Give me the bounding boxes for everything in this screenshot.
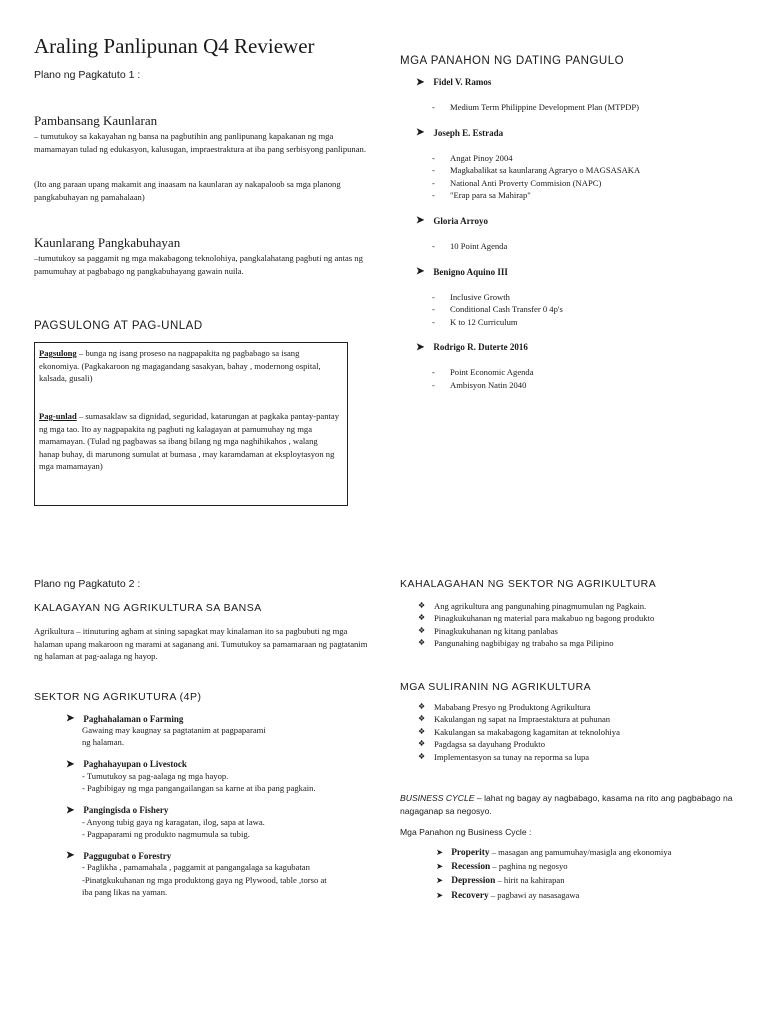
presidents-list [416,75,746,392]
list-item: - Angat Pinoy 2004 [432,152,746,165]
list-item: ➤ Recovery – pagbawi ay nasasagawa [436,889,580,901]
list-item: ❖ Implementasyon sa tunay na reporma sa lupa [418,751,738,763]
list-item: ❖ Pinagkukuhanan ng material para makabuo ng bagong produkto [418,612,738,624]
arrow-icon: ➤ [66,850,75,862]
plano-1-label: Plano ng Pagkatuto 1 : [34,69,141,81]
pagunlad-definition: Pag-unlad – sumasaklaw sa dignidad, seguridad, katarungan at pagkaka pantay-pantay ng mga tao. Ito ay nagpapakita ng pagbuti ng kalagayan at pamumuhay ng mga mamamayan. (Tulad ng pagbawas sa ibang bilang ng mga naghihikahos , walang hanap buhay, di marunong sumulat at bumasa , may karamdaman at eksploytasyon ng mga mamamayan) [39,411,339,471]
kalagayan-heading: KALAGAYAN NG AGRIKULTURA SA BANSA [34,602,262,614]
list-item: - K to 12 Curriculum [432,316,746,329]
sektor-fishery: ➤ Pangingisda o Fishery - Anyong tubig gaya ng karagatan, ilog, sapa at lawa. - Pagpaparami ng produkto nagmumula sa tubig. [66,804,265,840]
kahalagahan-list [418,600,738,650]
arrow-icon: ➤ [416,215,425,227]
list-item: - Conditional Cash Transfer 0 4p's [432,303,746,316]
list-item: - "Erap para sa Mahirap" [432,189,746,202]
list-item: ➤ Depression – hirit na kahirapan [436,875,565,887]
arrow-icon: ➤ [416,341,425,353]
kahalagahan-heading: KAHALAGAHAN NG SEKTOR NG AGRIKULTURA [400,578,657,590]
sektor-farming: ➤ Paghahalaman o Farming Gawaing may kaugnay sa pagtatanim at pagpaparami ng halaman. [66,713,266,748]
list-item: - 10 Point Agenda [432,240,746,253]
kaunlarang-pangkabuhayan-heading: Kaunlarang Pangkabuhayan [34,235,181,250]
page-title: Araling Panlipunan Q4 Reviewer [34,34,315,58]
list-item: - Medium Term Philippine Development Plan (MTPDP) [432,101,746,114]
list-item: ❖ Pagdagsa sa dayuhang Produkto [418,738,738,750]
business-cycle-panahon: Mga Panahon ng Business Cycle : [400,827,532,837]
list-item: - Point Economic Agenda [432,366,746,379]
arrow-icon: ➤ [66,804,75,816]
president-aquino: ➤ Benigno Aquino III - Inclusive Growth - Conditional Cash Transfer 0 4p's - K to 12 Curriculum [416,265,746,329]
president-estrada: ➤ Joseph E. Estrada - Angat Pinoy 2004 - Magkabalikat sa kaunlarang Agraryo o MAGSASAKA - National Anti Proverty Commision (NAPC) - "Erap para sa Mahirap" [416,126,746,202]
pagsulong-pagunlad-box [34,342,348,506]
list-item: ❖ Ang agrikultura ang pangunahing pinagmumulan ng Pagkain. [418,600,738,612]
pagsulong-term: Pagsulong [39,348,77,358]
sektor-list [66,713,376,899]
arrow-icon: ➤ [66,713,75,724]
pambansang-kaunlaran-text: – tumutukoy sa kakayahan ng bansa na pagbutihin ang panlipunang kapakanan ng mga mamamayan tulad ng edukasyon, kalusugan, impraestraktura at iba pang serbisyong panlipunan. [34,131,366,154]
list-item: ➤ Properity – masagan ang pamumuhay/masigla ang ekonomiya [436,847,672,858]
list-item: - Ambisyon Natin 2040 [432,379,746,392]
suliranin-heading: MGA SULIRANIN NG AGRIKULTURA [400,681,592,693]
kaunlarang-pangkabuhayan-text: –tumutukoy sa paggamit ng mga makabagong teknolohiya, pangkalahatang pagbuti ng antas ng pamumuhay at pagbabago ng pangkabuhayang gawain nuila. [34,253,363,276]
arrow-icon: ➤ [436,847,444,857]
list-item: ➤ Recession – paghina ng negosyo [436,861,568,873]
list-item: - National Anti Proverty Commision (NAPC) [432,177,746,190]
business-cycle-list [436,846,756,903]
list-item: ❖ Pinagkukuhanan ng kitang panlabas [418,625,738,637]
president-duterte: ➤ Rodrigo R. Duterte 2016 - Point Economic Agenda - Ambisyon Natin 2040 [416,340,746,391]
president-ramos: ➤ Fidel V. Ramos - Medium Term Philippine Development Plan (MTPDP) [416,75,746,114]
pagunlad-term: Pag-unlad [39,411,77,421]
panahon-pangulo-heading: MGA PANAHON NG DATING PANGULO [400,55,625,67]
list-item: ❖ Mababang Presyo ng Produktong Agrikultura [418,701,738,713]
plano-2-label: Plano ng Pagkatuto 2 : [34,578,141,590]
suliranin-list [418,701,738,763]
sektor-forestry: ➤ Paggugubat o Forestry - Paglikha , pamamahala , paggamit at pangangalaga sa kagubatan -Pinatgkukuhanan ng mga produktong gaya ng Plywood, table ,torso at iba pang likas na yaman. [66,850,327,898]
pagsulong-heading: PAGSULONG AT PAG-UNLAD [34,320,203,332]
arrow-icon: ➤ [416,127,425,139]
sektor-livestock: ➤ Paghahayupan o Livestock - Tumutukoy sa pag-aalaga ng mga hayop. - Pagbibigay ng mga pangangailangan sa karne at iba pang pagkain. [66,758,316,794]
president-arroyo: ➤ Gloria Arroyo - 10 Point Agenda [416,214,746,253]
business-cycle-definition: BUSINESS CYCLE – lahat ng bagay ay nagbabago, kasama na rito ang pagbabago na nagaganap sa negosyo. [400,793,733,816]
arrow-icon: ➤ [416,266,425,278]
list-item: - Inclusive Growth [432,291,746,304]
business-cycle-term: BUSINESS CYCLE [400,793,475,803]
list-item: ❖ Kakulangan sa makabagong kagamitan at teknolohiya [418,726,738,738]
arrow-icon: ➤ [436,889,444,900]
kalagayan-text: Agrikultura – itinuturing agham at sining sapagkat may kinalaman ito sa pagbubuti ng mga halaman upang makaroon ng marami at saganang ani. Tumutukoy sa pamamaraan ng pagtatanim ng halaman at pag-aalaga ng hayop. [34,626,368,661]
list-item: - Magkabalikat sa kaunlarang Agraryo o MAGSASAKA [432,164,746,177]
arrow-icon: ➤ [66,758,75,770]
pambansang-kaunlaran-note: (Ito ang paraan upang makamit ang inaasam na kaunlaran ay nakapaloob sa mga planong pangkabuhayan ng pamahalaan) [34,179,341,202]
pagsulong-definition: Pagsulong – bunga ng isang proseso na nagpapakita ng pagbabago sa isang ekonomiya. (Pagkakaroon ng magagandang sasakyan, bahay , modernong ospital, kalsada, gusali) [39,348,321,383]
sektor-heading: SEKTOR NG AGRIKUTURA (4P) [34,691,202,703]
arrow-icon: ➤ [416,76,425,88]
arrow-icon: ➤ [436,875,444,886]
list-item: ❖ Kakulangan ng sapat na Impraestaktura at puhunan [418,713,738,725]
arrow-icon: ➤ [436,861,444,872]
list-item: ❖ Pangunahing nagbibigay ng trabaho sa mga Pilipino [418,637,738,649]
pambansang-kaunlaran-heading: Pambansang Kaunlaran [34,113,158,128]
